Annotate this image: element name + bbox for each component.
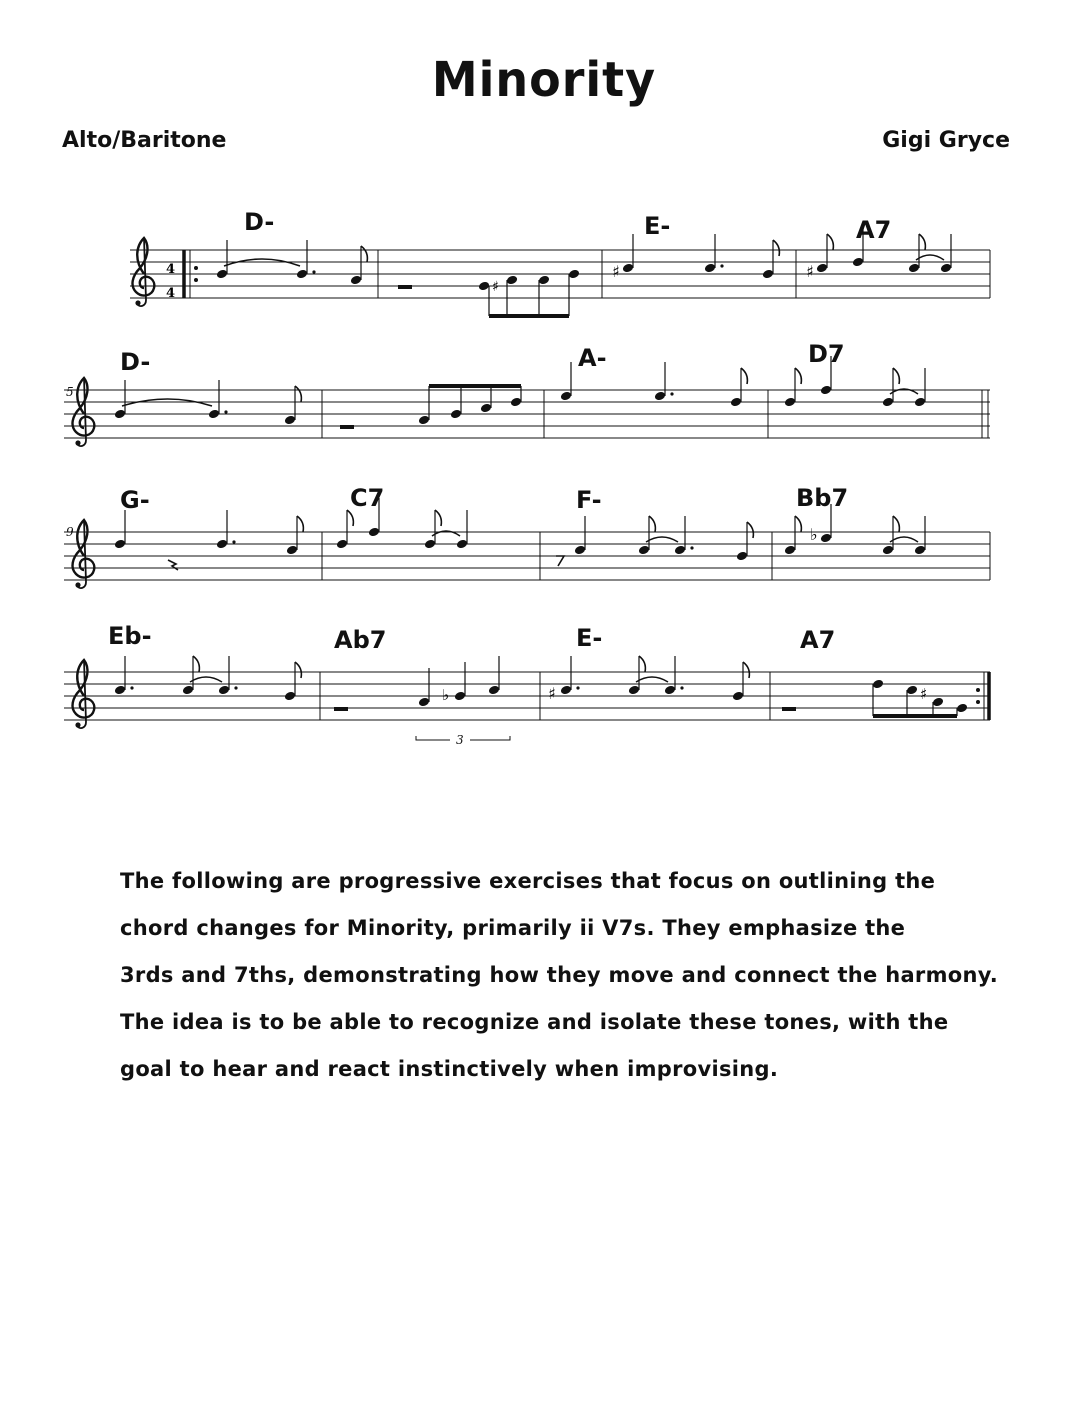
time-signature-bottom: 4: [166, 286, 176, 301]
description-line: The following are progressive exercises that focus on outlining the: [120, 869, 936, 893]
chord-symbol: G-: [120, 486, 150, 514]
measure: [114, 656, 302, 701]
measure: [114, 380, 302, 425]
svg-text:♯: ♯: [920, 685, 928, 703]
half-rest: [334, 707, 348, 711]
chord-symbol: A7: [856, 216, 892, 244]
svg-text:♭: ♭: [810, 525, 818, 544]
measure: [784, 356, 926, 407]
triplet-bracket: [416, 736, 450, 740]
svg-text:♯: ♯: [492, 279, 499, 295]
triplet-bracket: [470, 736, 510, 740]
half-rest: [782, 707, 796, 711]
chord-symbol: A-: [578, 344, 607, 372]
measure-number: 5: [66, 385, 74, 399]
description-text: [120, 858, 999, 1093]
instrument-label: Alto/Baritone: [62, 128, 227, 153]
description-line: goal to hear and react instinctively when improvising.: [120, 1057, 779, 1081]
staff-lines: [130, 250, 990, 298]
eighth-rest: [556, 556, 564, 566]
staff-system-1: [130, 208, 990, 316]
chord-symbol: D7: [808, 340, 845, 368]
svg-text:♭: ♭: [442, 686, 450, 704]
staff-system-4: [64, 622, 990, 747]
measure: [340, 386, 522, 429]
chord-symbol: Ab7: [334, 626, 387, 654]
measure: [398, 269, 580, 316]
page-title: Minority: [431, 50, 657, 108]
staff-lines: [64, 390, 990, 438]
triplet-number: 3: [456, 733, 464, 747]
chord-symbol: Eb-: [108, 622, 152, 650]
treble-clef-icon: [133, 238, 155, 306]
chord-symbol: Bb7: [796, 484, 849, 512]
description-line: 3rds and 7ths, demonstrating how they move and connect the harmony.: [120, 963, 999, 987]
measure-number: 9: [66, 525, 74, 539]
treble-clef-icon: [73, 520, 95, 588]
repeat-dot: [194, 278, 198, 282]
measure: [334, 656, 510, 747]
time-signature-top: 4: [166, 262, 176, 277]
repeat-dot: [194, 266, 198, 270]
chord-symbol: D-: [120, 348, 151, 376]
chord-symbol: F-: [576, 486, 602, 514]
description-line: The idea is to be able to recognize and isolate these tones, with the: [120, 1010, 949, 1034]
half-rest: [340, 425, 354, 429]
half-rest: [398, 285, 412, 289]
chord-symbol: A7: [800, 626, 836, 654]
measure: [114, 510, 304, 570]
repeat-dot: [976, 700, 980, 704]
staff-system-3: [64, 484, 990, 588]
chord-symbol: D-: [244, 208, 275, 236]
chord-symbol: E-: [644, 212, 671, 240]
svg-text:♯: ♯: [806, 262, 814, 281]
svg-text:♯: ♯: [548, 684, 556, 703]
description-line: chord changes for Minority, primarily ii V7s. They emphasize the: [120, 916, 906, 940]
staff-lines: [64, 672, 990, 720]
measure: [556, 516, 753, 566]
chord-symbol: E-: [576, 624, 603, 652]
treble-clef-icon: [73, 660, 95, 728]
measure: [216, 240, 368, 285]
staff-lines: [64, 532, 990, 580]
composer-label: Gigi Gryce: [882, 128, 1010, 153]
chord-symbol: C7: [350, 484, 385, 512]
svg-text:♯: ♯: [612, 262, 620, 281]
repeat-dot: [976, 688, 980, 692]
staff-system-2: [64, 340, 990, 446]
treble-clef-icon: [73, 378, 95, 446]
